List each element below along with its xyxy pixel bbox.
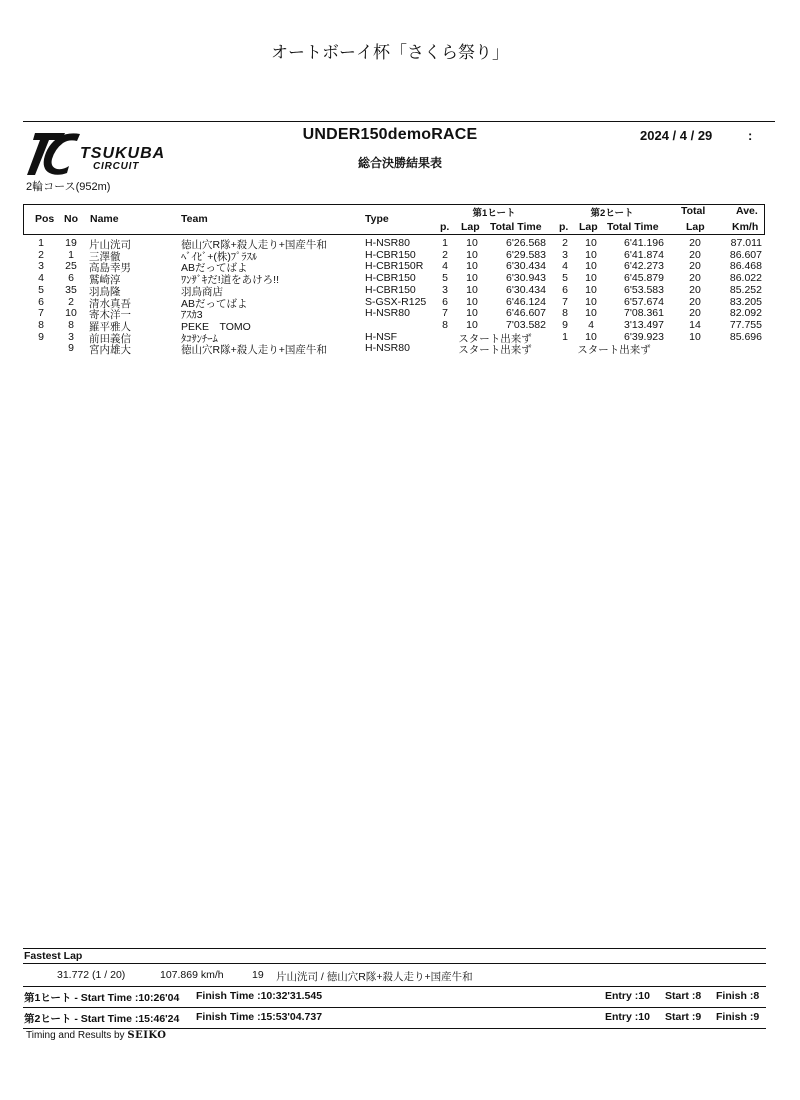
summary-footer xyxy=(23,948,766,1029)
result-h1-p: 7 xyxy=(442,307,448,320)
result-h1-lap: 10 xyxy=(466,307,478,320)
result-h2-p: 7 xyxy=(562,295,568,308)
header-rule xyxy=(23,121,775,122)
result-h2-lap: 10 xyxy=(585,283,597,296)
result-team: 徳山穴R隊+殺人走り+国産牛和 xyxy=(181,344,327,357)
result-h1-time: スタート出来ず xyxy=(458,344,532,357)
result-h1-p: 8 xyxy=(442,318,448,331)
col-total-lap: Lap xyxy=(686,221,705,233)
result-ave: 87.011 xyxy=(730,237,762,249)
result-no: 1 xyxy=(68,248,74,261)
result-h1-time: 6'30.434 xyxy=(506,283,546,296)
result-total-lap: 20 xyxy=(689,260,701,273)
result-h2-time: 3'13.497 xyxy=(624,318,664,331)
result-h2-p: 5 xyxy=(562,272,568,285)
footer-divider xyxy=(23,986,766,987)
result-h1-lap: 10 xyxy=(466,283,478,296)
result-team: PEKE TOMO xyxy=(181,320,251,333)
result-h1-lap: 10 xyxy=(466,237,478,249)
result-no: 25 xyxy=(65,260,77,273)
result-total-lap: 20 xyxy=(689,237,701,249)
heat2-start-count: Start :9 xyxy=(665,1011,702,1023)
result-no: 3 xyxy=(68,330,74,343)
col-h2-total-time: Total Time xyxy=(607,221,659,233)
result-team: ABだってばよ xyxy=(181,297,248,310)
col-name: Name xyxy=(90,213,119,225)
result-pos: 3 xyxy=(38,260,44,273)
col-h2-lap: Lap xyxy=(579,221,598,233)
result-h2-lap: 10 xyxy=(585,248,597,261)
footer-divider xyxy=(23,1007,766,1008)
result-h2-p: 8 xyxy=(562,307,568,320)
result-ave: 86.607 xyxy=(729,248,762,261)
result-name: 羽鳥隆 xyxy=(89,285,121,298)
result-pos: 4 xyxy=(38,272,44,285)
col-no: No xyxy=(64,213,78,225)
result-ave: 86.468 xyxy=(729,260,762,273)
result-h2-lap: 10 xyxy=(585,237,597,249)
result-no: 19 xyxy=(65,237,77,249)
result-no: 10 xyxy=(65,307,77,320)
result-h1-p: 6 xyxy=(442,295,448,308)
result-h1-time: 6'30.943 xyxy=(506,272,546,285)
result-ave: 85.252 xyxy=(729,283,762,296)
result-pos: 2 xyxy=(38,248,44,261)
result-name: 鷲崎淳 xyxy=(89,274,121,287)
col-h1-lap: Lap xyxy=(461,221,480,233)
logo-subword: CIRCUIT xyxy=(93,161,140,172)
result-total-lap: 20 xyxy=(689,272,701,285)
result-h2-p: 4 xyxy=(562,260,568,273)
result-name: 前田義信 xyxy=(89,332,131,345)
result-no: 2 xyxy=(68,295,74,308)
result-h1-lap: 10 xyxy=(466,272,478,285)
result-h1-time: 6'46.124 xyxy=(506,295,546,308)
result-h2-time: 6'53.583 xyxy=(624,283,664,296)
result-h2-p: 3 xyxy=(562,248,568,261)
result-no: 6 xyxy=(68,272,74,285)
result-type: H-NSR80 xyxy=(365,342,410,355)
result-h2-lap: 10 xyxy=(585,272,597,285)
result-ave: 86.022 xyxy=(729,272,762,285)
race-date: 2024 / 4 / 29 xyxy=(640,128,713,143)
col-h1-total-time: Total Time xyxy=(490,221,542,233)
result-h1-time: スタート出来ず xyxy=(458,332,532,345)
result-name: 羅平雅人 xyxy=(89,320,131,333)
col-ave: Ave. xyxy=(736,205,758,217)
result-type: H-CBR150R xyxy=(365,260,424,273)
result-h2-p: 6 xyxy=(562,283,568,296)
footer-divider xyxy=(23,963,766,964)
col-pos: Pos xyxy=(35,213,55,225)
document-heading: オートボーイ杯「さくら祭り」 xyxy=(271,43,509,62)
heat1-finish-time: Finish Time :10:32'31.545 xyxy=(196,990,323,1002)
result-name: 三澤徹 xyxy=(89,250,121,263)
result-h2-lap: 10 xyxy=(585,295,597,308)
result-h2-lap: 4 xyxy=(588,318,594,331)
result-name: 高島幸男 xyxy=(89,262,131,275)
result-team: 徳山穴R隊+殺人走り+国産牛和 xyxy=(181,239,327,251)
result-team: ﾀｺｻﾝﾁｰﾑ xyxy=(181,332,218,345)
fastest-lap-speed: 107.869 km/h xyxy=(160,969,224,981)
result-h2-time: 6'42.273 xyxy=(624,260,664,273)
result-type: H-NSF xyxy=(365,330,398,343)
result-h1-lap: 10 xyxy=(466,318,478,331)
result-h2-p: 9 xyxy=(562,318,568,331)
result-h2-lap: 10 xyxy=(585,307,597,320)
result-pos: 5 xyxy=(38,283,44,296)
result-h1-time: 6'46.607 xyxy=(506,307,546,320)
result-ave: 82.092 xyxy=(729,307,762,320)
result-h1-lap: 10 xyxy=(466,248,478,261)
fastest-lap-rider: 片山洸司 / 徳山穴R隊+殺人走り+国産牛和 xyxy=(276,971,473,983)
col-heat2: 第2ヒート xyxy=(590,208,634,219)
result-h1-p: 5 xyxy=(442,272,448,285)
result-h2-time: 7'08.361 xyxy=(624,307,664,320)
result-name: 片山洸司 xyxy=(89,239,131,251)
result-pos: 9 xyxy=(38,330,44,343)
result-ave: 83.205 xyxy=(729,295,762,308)
result-h2-time: 6'57.674 xyxy=(624,295,664,308)
race-time: : xyxy=(748,128,753,143)
result-ave: 77.755 xyxy=(729,318,762,331)
result-name: 清水真吾 xyxy=(89,297,131,310)
result-h1-time: 6'30.434 xyxy=(506,260,546,273)
result-type: H-NSR80 xyxy=(365,307,410,320)
result-pos: 7 xyxy=(38,307,44,320)
result-name: 寄木洋一 xyxy=(89,309,131,322)
result-total-lap: 20 xyxy=(689,248,701,261)
result-h2-time: スタート出来ず xyxy=(577,344,651,357)
result-h2-time: 6'45.879 xyxy=(624,272,664,285)
result-no: 35 xyxy=(65,283,77,296)
logo-wordmark: TSUKUBA xyxy=(80,145,166,162)
results-header-box xyxy=(23,204,765,235)
result-type: H-CBR150 xyxy=(365,248,416,261)
result-h2-lap: 10 xyxy=(585,260,597,273)
result-team: ﾍﾞｲﾋﾞ+(株)ﾌﾟﾗｽﾙ xyxy=(181,250,258,263)
result-h2-time: 6'39.923 xyxy=(624,330,664,343)
result-h1-time: 6'26.568 xyxy=(506,237,546,249)
result-total-lap: 20 xyxy=(689,307,701,320)
timing-credit-prefix: Timing and Results by xyxy=(26,1030,125,1041)
result-h1-time: 6'29.583 xyxy=(506,248,546,261)
result-h2-p: 2 xyxy=(562,237,568,249)
result-h1-p: 4 xyxy=(442,260,448,273)
result-total-lap: 20 xyxy=(689,295,701,308)
result-pos: 1 xyxy=(38,237,44,249)
heat1-entry: Entry :10 xyxy=(605,990,650,1002)
result-h1-lap: 10 xyxy=(466,260,478,273)
result-type: S-GSX-R125 xyxy=(365,295,427,308)
fastest-lap-time: 31.772 (1 / 20) xyxy=(57,969,126,981)
result-h1-time: 7'03.582 xyxy=(506,318,546,331)
col-team: Team xyxy=(181,213,208,225)
fastest-lap-label: Fastest Lap xyxy=(24,950,83,962)
result-total-lap: 14 xyxy=(689,318,701,331)
col-kmh: Km/h xyxy=(732,221,759,233)
result-h2-time: 6'41.874 xyxy=(624,248,664,261)
race-title: UNDER150demoRACE xyxy=(302,126,478,143)
heat2-entry: Entry :10 xyxy=(605,1011,650,1023)
result-h2-p: 1 xyxy=(562,330,568,343)
result-h1-p: 1 xyxy=(442,237,448,249)
heat2-finish-count: Finish :9 xyxy=(716,1011,760,1023)
result-h1-lap: 10 xyxy=(466,295,478,308)
heat1-finish-count: Finish :8 xyxy=(716,990,760,1002)
col-h1-p: p. xyxy=(440,221,450,233)
result-team: ﾜﾝｻﾞｷだ!道をあけろ!! xyxy=(181,274,280,287)
result-ave: 85.696 xyxy=(729,330,762,343)
course-label: 2輪コース(952m) xyxy=(26,181,111,193)
result-h1-p: 2 xyxy=(442,248,448,261)
result-no: 8 xyxy=(68,318,74,331)
result-type: H-NSR80 xyxy=(365,237,410,249)
heat2-finish-time: Finish Time :15:53'04.737 xyxy=(196,1011,323,1023)
result-pos: 6 xyxy=(38,295,44,308)
heat1-start-time: 第1ヒート - Start Time :10:26'04 xyxy=(24,992,180,1004)
result-total-lap: 20 xyxy=(689,283,701,296)
result-h2-time: 6'41.196 xyxy=(624,237,664,249)
result-team: 羽鳥商店 xyxy=(181,285,223,298)
result-type: H-CBR150 xyxy=(365,283,416,296)
col-heat1: 第1ヒート xyxy=(472,208,516,219)
col-type: Type xyxy=(365,213,389,225)
result-h1-p: 3 xyxy=(442,283,448,296)
col-total: Total xyxy=(681,205,706,217)
result-total-lap: 10 xyxy=(689,330,701,343)
result-team: ｱｽｶ3 xyxy=(181,309,203,322)
results-subtitle: 総合決勝結果表 xyxy=(357,156,442,170)
result-name: 宮内雄大 xyxy=(89,344,131,357)
fastest-lap-no: 19 xyxy=(252,969,264,981)
heat2-start-time: 第2ヒート - Start Time :15:46'24 xyxy=(24,1013,180,1025)
seiko-brand: SEIKO xyxy=(127,1030,167,1041)
result-pos: 8 xyxy=(38,318,44,331)
col-h2-p: p. xyxy=(559,221,569,233)
result-no: 9 xyxy=(68,342,74,355)
result-team: ABだってばよ xyxy=(181,262,248,275)
result-type: H-CBR150 xyxy=(365,272,416,285)
timing-credit xyxy=(26,1030,167,1041)
result-h2-lap: 10 xyxy=(585,330,597,343)
heat1-start-count: Start :8 xyxy=(665,990,702,1002)
